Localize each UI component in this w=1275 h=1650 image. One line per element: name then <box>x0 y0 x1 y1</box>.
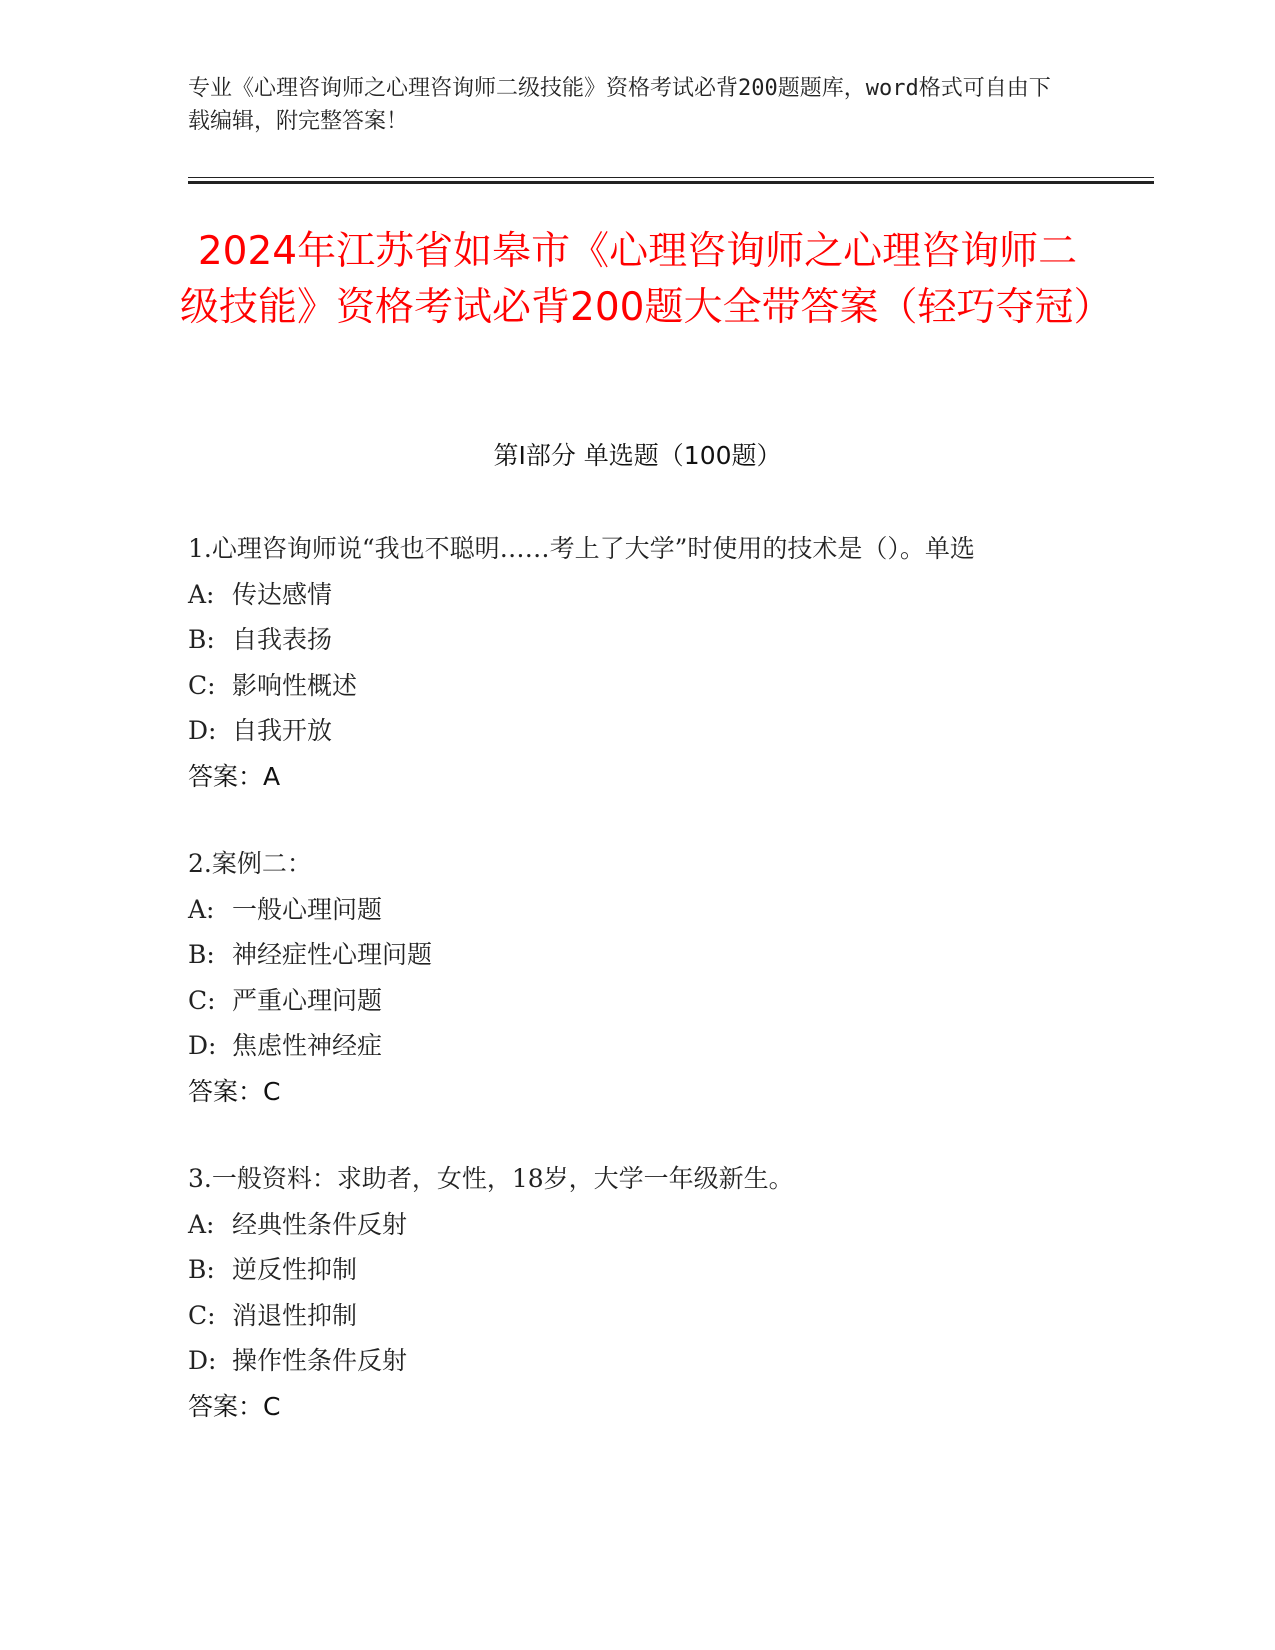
header-divider-thick <box>188 181 1154 184</box>
option-label: B: <box>188 1255 215 1284</box>
answer-line: 答案：A <box>188 761 281 791</box>
option-text: 一般心理问题 <box>232 894 383 924</box>
option-a <box>188 1202 1068 1248</box>
option-text: 神经症性心理问题 <box>232 940 433 969</box>
question-list <box>188 526 1068 1471</box>
option-text: 焦虑性神经症 <box>232 1031 383 1060</box>
option-text: 传达感情 <box>232 579 333 609</box>
header-note: 专业《心理咨询师之心理咨询师二级技能》资格考试必背200题题库，word格式可自由下载编辑，附完整答案！ <box>188 76 1051 134</box>
option-text: 自我表扬 <box>232 625 333 654</box>
header-divider-thin <box>188 177 1154 178</box>
option-d <box>188 1338 1068 1384</box>
answer-line: 答案：C <box>188 1391 281 1421</box>
option-b <box>188 617 1068 663</box>
option-label: D: <box>188 716 217 745</box>
option-label: D: <box>188 1346 217 1375</box>
option-text: 操作性条件反射 <box>232 1346 408 1375</box>
option-label: A: <box>188 894 215 924</box>
option-b <box>188 932 1068 978</box>
option-text: 影响性概述 <box>232 670 358 700</box>
question-item <box>188 526 1068 799</box>
option-d <box>188 708 1068 754</box>
option-label: B: <box>188 625 215 654</box>
option-text: 自我开放 <box>232 716 333 745</box>
option-label: A: <box>188 579 215 609</box>
option-text: 消退性抑制 <box>232 1300 358 1330</box>
option-label: C: <box>188 670 216 700</box>
question-item <box>188 1156 1068 1429</box>
section-heading: 第Ⅰ部分 单选题（100题） <box>493 441 782 470</box>
answer-line: 答案：C <box>188 1076 281 1106</box>
option-label: C: <box>188 1300 216 1330</box>
option-text: 严重心理问题 <box>232 985 383 1015</box>
option-a <box>188 887 1068 933</box>
option-c <box>188 1293 1068 1339</box>
question-stem: 3.一般资料：求助者，女性，18岁，大学一年级新生。 <box>188 1164 794 1193</box>
option-c <box>188 978 1068 1024</box>
option-b <box>188 1247 1068 1293</box>
document-title: 2024年江苏省如皋市《心理咨询师之心理咨询师二级技能》资格考试必背200题大全带答案（轻巧夺冠） <box>180 229 1113 330</box>
option-label: A: <box>188 1209 215 1239</box>
option-text: 经典性条件反射 <box>232 1209 408 1239</box>
option-label: C: <box>188 985 216 1015</box>
option-d <box>188 1023 1068 1069</box>
question-stem: 2.案例二： <box>188 849 312 878</box>
question-item <box>188 841 1068 1114</box>
option-label: B: <box>188 940 215 969</box>
option-c <box>188 663 1068 709</box>
question-stem: 1.心理咨询师说“我也不聪明……考上了大学”时使用的技术是（）。单选 <box>188 534 975 563</box>
option-text: 逆反性抑制 <box>232 1255 358 1284</box>
option-label: D: <box>188 1031 217 1060</box>
option-a <box>188 572 1068 618</box>
